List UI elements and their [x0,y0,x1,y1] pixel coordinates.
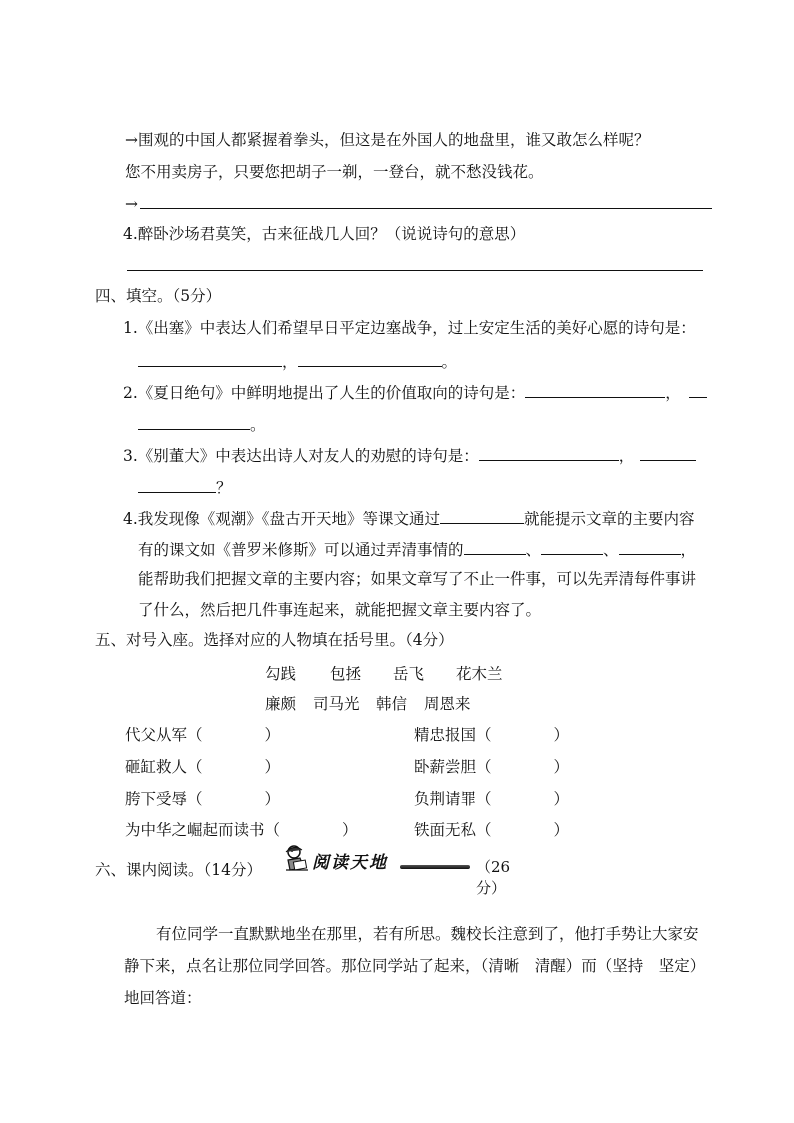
match-item-right: 负荆请罪（ ） [414,790,570,808]
person-name: 勾践 [265,665,297,683]
banner-underline [400,865,470,869]
fill-blank[interactable] [138,476,216,493]
banner-score: （26分） [476,858,511,897]
fill-blank[interactable] [138,350,282,367]
rewrite-answer-line-b[interactable] [140,208,712,209]
match-item-left: 代父从军（ ） [125,726,281,744]
reading-paragraph-line: 有位同学一直默默地坐在那里，若有所思。魏校长注意到了，他打手势让大家安 [156,925,699,943]
poem-answer-line[interactable] [127,270,703,271]
fill-question-4-line4: 了什么，然后把几件事连起来，就能把握文章主要内容了。 [138,601,542,619]
person-name: 包拯 [330,665,362,683]
fill-blank[interactable] [138,413,250,430]
fill-blank[interactable] [619,538,681,555]
person-name: 周恩来 [424,695,471,713]
question-4-poem: 4.醉卧沙场君莫笑，古来征战几人回？（说说诗句的意思） [123,225,526,243]
fill-blank[interactable] [440,507,524,524]
fill-blank[interactable] [479,444,619,461]
fill-question-1-answers: ， 。 [138,350,457,372]
fill-blank[interactable] [640,444,696,461]
section-6-heading: 六、课内阅读。（14分） [95,861,262,879]
fill-blank[interactable] [525,381,665,398]
match-item-right: 铁面无私（ ） [414,821,570,839]
reading-paragraph-line: 静下来，点名让那位同学回答。那位同学站了起来，（清晰 清醒）而（坚持 坚定） [124,957,706,975]
fill-blank[interactable] [541,538,603,555]
person-name: 花木兰 [456,665,503,683]
fill-question-3-cont: ？ [138,476,232,498]
match-item-left: 胯下受辱（ ） [125,790,281,808]
fill-blank[interactable] [689,381,707,398]
rewrite-arrow-b: → [125,195,138,213]
person-name: 司马光 [313,695,360,713]
match-item-left: 为中华之崛起而读书（ ） [125,821,358,839]
fill-question-2: 2.《夏日绝句》中鲜明地提出了人生的价值取向的诗句是： ， [123,381,707,403]
person-name: 岳飞 [393,665,425,683]
reading-paragraph-line: 地回答道： [124,989,202,1007]
fill-question-3: 3.《别董大》中表达出诗人对友人的劝慰的诗句是： ， [123,444,696,466]
fill-question-2-cont: 。 [138,413,266,435]
section-4-heading: 四、填空。（5分） [95,287,222,305]
reading-section-banner [280,842,530,897]
person-name: 韩信 [376,695,408,713]
fill-question-1: 1.《出塞》中表达人们希望早日平定边塞战争，过上安定生活的美好心愿的诗句是： [123,319,696,337]
reading-child-icon [282,844,310,874]
match-item-right: 卧薪尝胆（ ） [414,758,570,776]
fill-question-4-line3: 能帮助我们把握文章的主要内容；如果文章写了不止一件事，可以先弄清每件事讲 [138,570,697,588]
match-item-right: 精忠报国（ ） [414,726,570,744]
section-5-heading: 五、对号入座。选择对应的人物填在括号里。（4分） [95,631,454,649]
original-sentence-b: 您不用卖房子，只要您把胡子一剃，一登台，就不愁没钱花。 [125,163,544,181]
person-name: 廉颇 [265,695,297,713]
fill-blank[interactable] [298,350,442,367]
match-item-left: 砸缸救人（ ） [125,758,281,776]
banner-title: 阅读天地 [312,853,388,873]
rewrite-answer-a: →围观的中国人都紧握着拳头，但这是在外国人的地盘里，谁又敢怎么样呢？ [125,131,650,149]
fill-question-4-line2: 有的课文如《普罗米修斯》可以通过弄清事情的 、 、 ， [138,538,696,560]
fill-question-4: 4.我发现像《观潮》《盘古开天地》等课文通过 就能提示文章的主要内容 [123,507,695,529]
fill-blank[interactable] [464,538,526,555]
